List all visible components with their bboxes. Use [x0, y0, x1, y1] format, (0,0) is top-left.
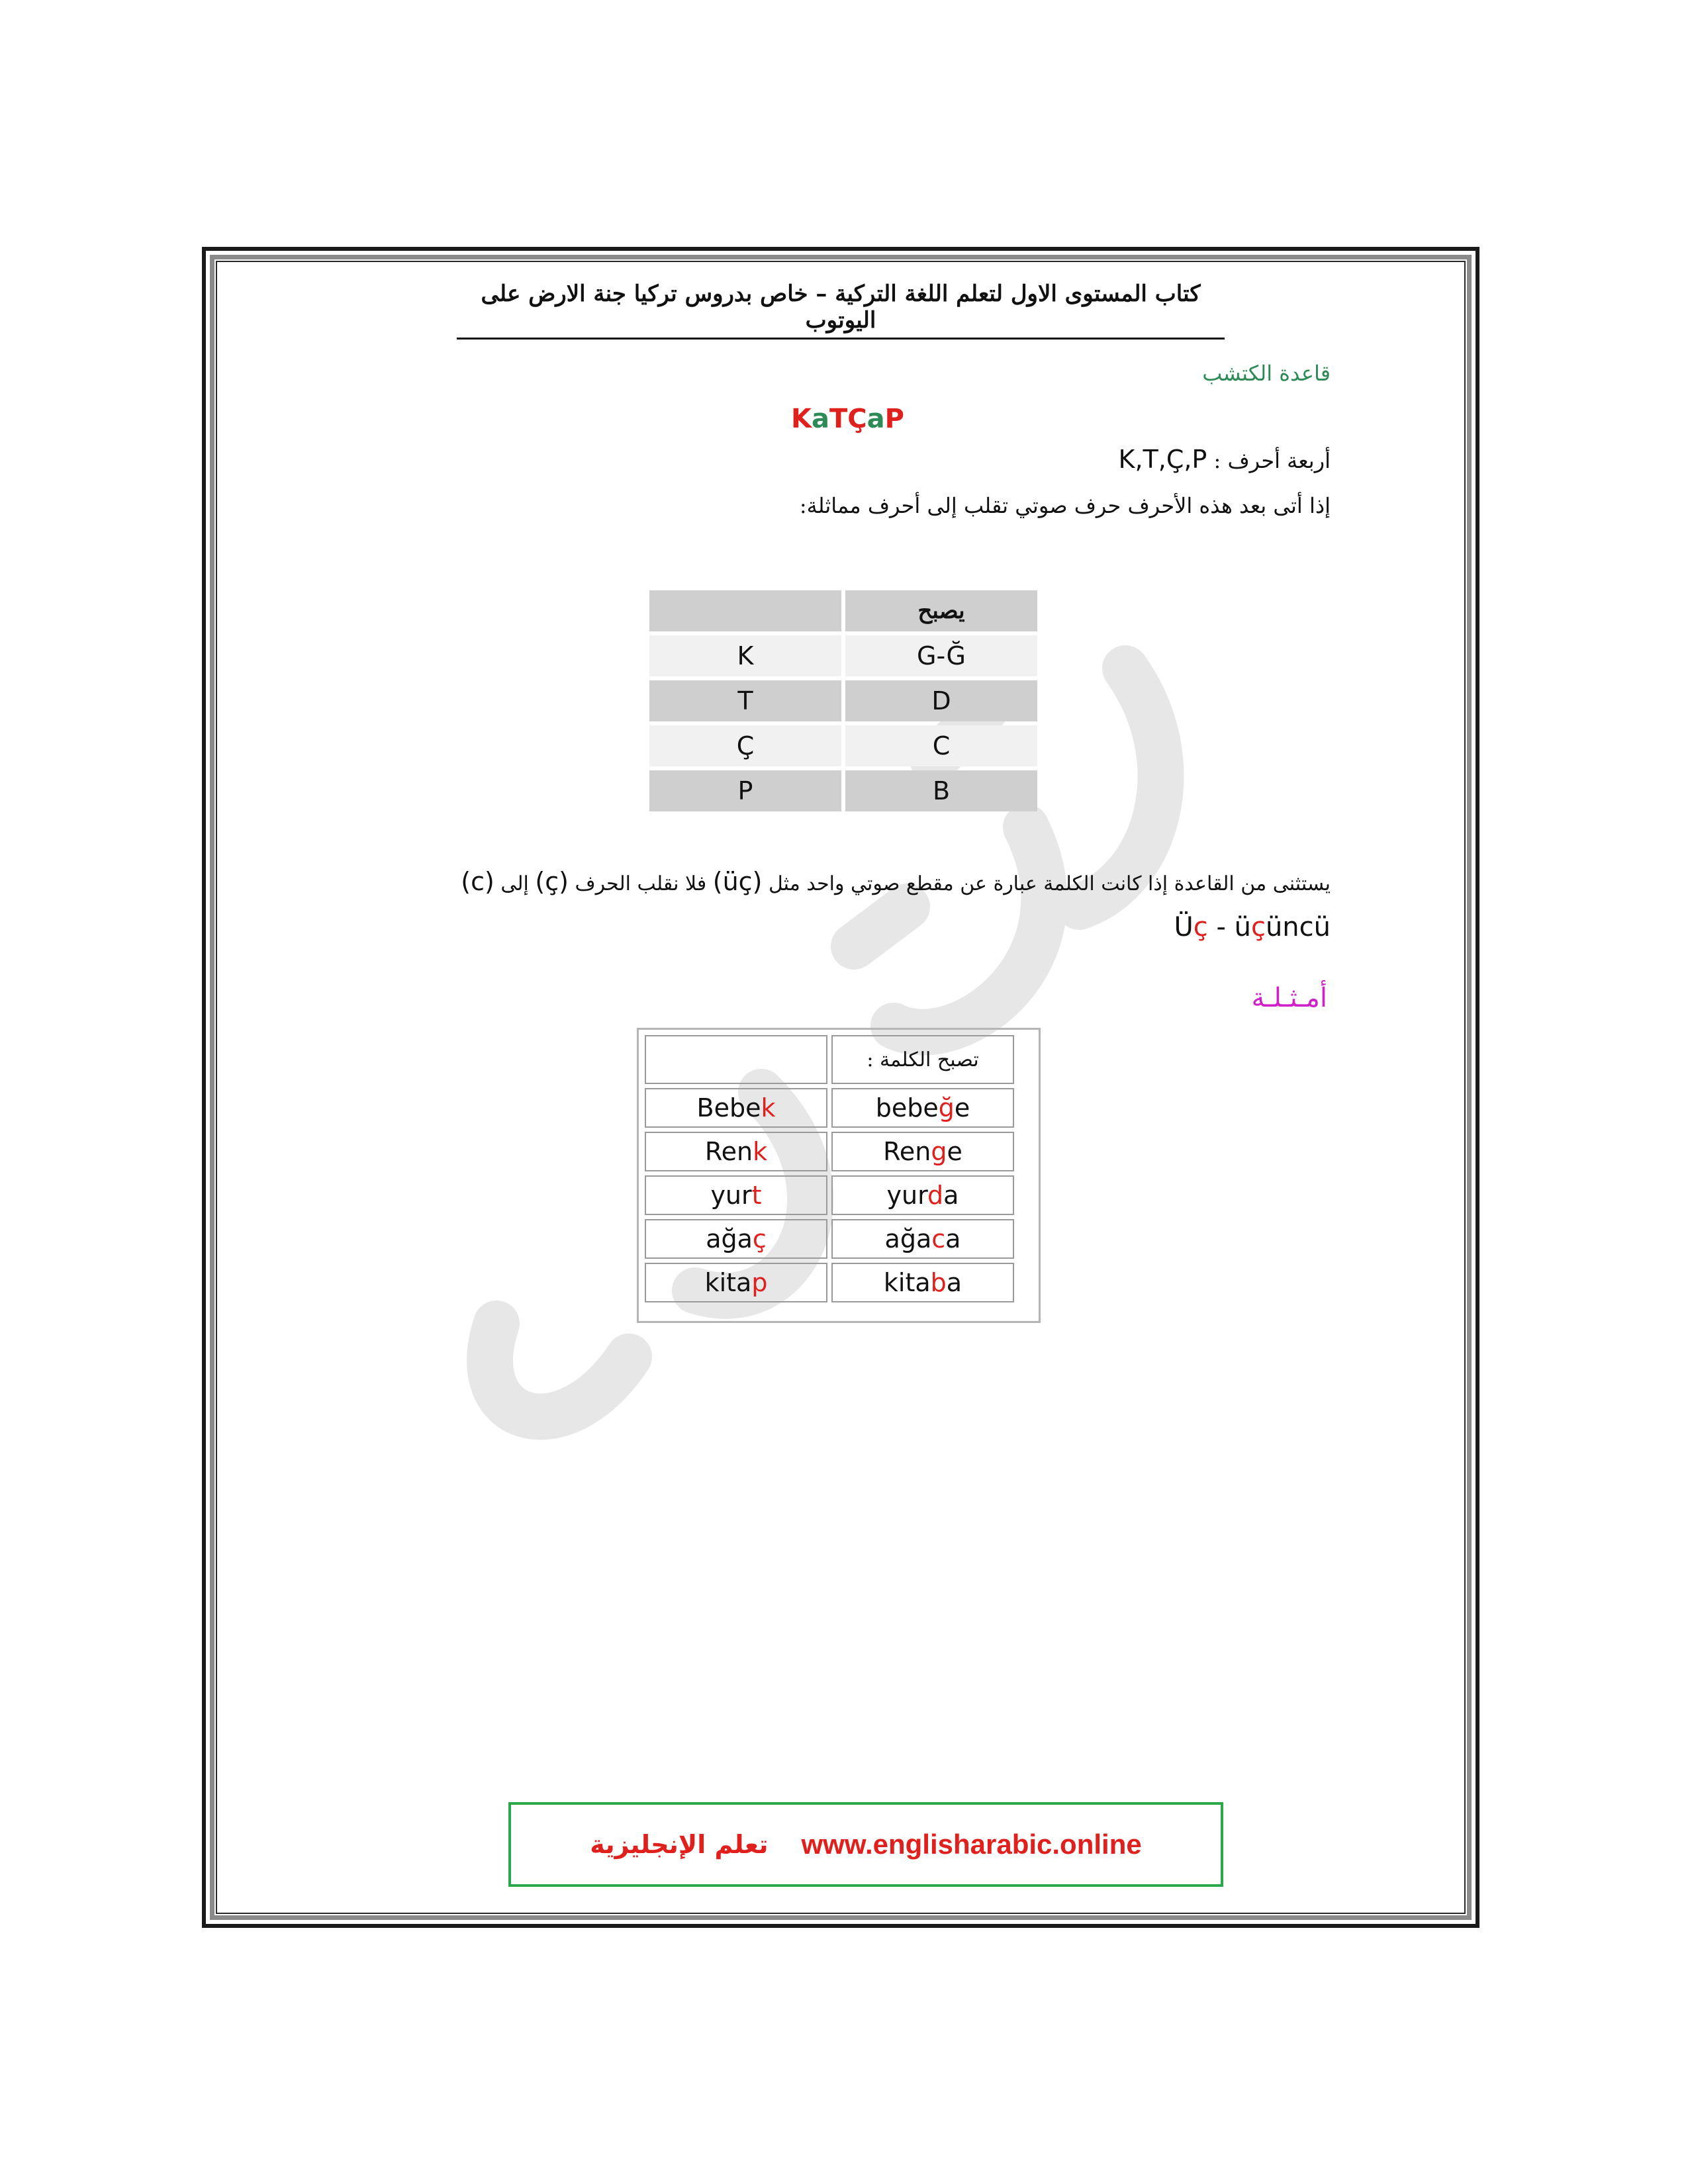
examples-header-left [645, 1035, 827, 1084]
table-cell-to: C [845, 725, 1037, 766]
table-cell-from: K [649, 635, 841, 676]
katcap-a2: a [867, 404, 885, 434]
katcap-tc: TÇ [829, 404, 867, 434]
table-row [645, 1175, 1014, 1215]
example-result: kitaba [831, 1263, 1014, 1302]
footer-banner [508, 1802, 1223, 1887]
example-word: yurt [645, 1175, 827, 1215]
exception-text [461, 867, 1331, 896]
example-result: bebeğe [831, 1088, 1014, 1128]
katcap-k: K [791, 404, 812, 434]
table-header-row [649, 590, 1037, 631]
table-row [645, 1088, 1014, 1128]
example-result: ağaca [831, 1219, 1014, 1259]
table-row [645, 1219, 1014, 1259]
table-row [649, 680, 1037, 721]
exception-from: (ç) [535, 867, 569, 896]
table-cell-from: Ç [649, 725, 841, 766]
katcap-word [791, 404, 904, 434]
table-cell-to: D [845, 680, 1037, 721]
exception-example: (üç) [712, 867, 763, 896]
uc-example: Üç - üçüncü [1174, 912, 1331, 942]
page-header: كتاب المستوى الاول لتعلم اللغة التركية – خاص بدروس تركيا جنة الارض على اليوتوب [457, 281, 1225, 340]
katcap-p: P [884, 404, 904, 434]
examples-table [641, 1031, 1018, 1306]
table-cell-to: B [845, 770, 1037, 811]
table-cell-from: P [649, 770, 841, 811]
table-row [649, 635, 1037, 676]
footer-arabic: تعلم الإنجليزية [590, 1830, 769, 1859]
footer-url-link[interactable]: www.englisharabic.online [801, 1829, 1142, 1860]
exception-part2: فلا نقلب الحرف [575, 872, 707, 895]
table-cell-to: G-Ğ [845, 635, 1037, 676]
exception-part1: يستثنى من القاعدة إذا كانت الكلمة عبارة عن مقطع صوتي واحد مثل [768, 872, 1331, 895]
exception-part3: إلى [500, 872, 529, 895]
rule-title: قاعدة الكتشب [1202, 361, 1331, 386]
example-result: Renge [831, 1132, 1014, 1171]
example-word: kitap [645, 1263, 827, 1302]
table-header-right: يصبح [845, 590, 1037, 631]
katcap-a1: a [812, 404, 829, 434]
table-header-row [645, 1035, 1014, 1084]
table-row [649, 725, 1037, 766]
example-word: Bebek [645, 1088, 827, 1128]
examples-title: أمـثـلـة [1251, 983, 1327, 1013]
table-cell-from: T [649, 680, 841, 721]
rule-text: إذا أتى بعد هذه الأحرف حرف صوتي تقلب إلى أحرف مماثلة: [799, 493, 1331, 518]
examples-header-right: تصبح الكلمة : [831, 1035, 1014, 1084]
mutation-table [645, 586, 1041, 815]
table-row [649, 770, 1037, 811]
example-word: Renk [645, 1132, 827, 1171]
exception-to: (c) [461, 867, 494, 896]
example-word: ağaç [645, 1219, 827, 1259]
table-row [645, 1263, 1014, 1302]
example-result: yurda [831, 1175, 1014, 1215]
letters-line [1119, 445, 1331, 474]
table-header-left [649, 590, 841, 631]
table-row [645, 1132, 1014, 1171]
letters-line-arabic: أربعة أحرف : [1213, 448, 1331, 473]
letters-line-latin: K,T,Ç,P [1118, 445, 1207, 474]
